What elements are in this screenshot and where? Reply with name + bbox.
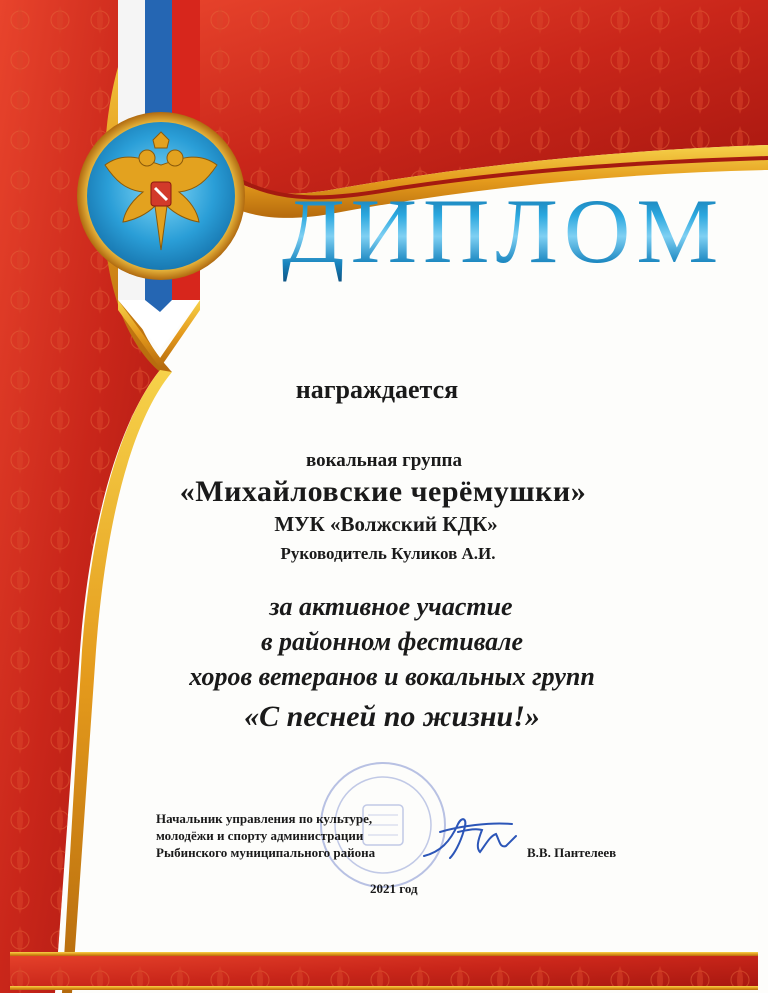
recipient-type: вокальная группа <box>306 450 462 471</box>
diploma-year: 2021 год <box>370 881 418 896</box>
signatory-position-line-1: Начальник управления по культуре, <box>156 811 373 826</box>
signatory-position-line-3: Рыбинского муниципального района <box>156 845 376 860</box>
signatory-position-line-2: молодёжи и спорту администрации <box>156 828 364 843</box>
signatory-name: В.В. Пантелеев <box>527 845 617 860</box>
recipient-organization: МУК «Волжский КДК» <box>274 512 498 536</box>
recipient-name: «Михайловские черёмушки» <box>179 475 587 508</box>
reason-line-4: «С песней по жизни!» <box>244 700 540 733</box>
reason-line-1: за активное участие <box>269 592 513 621</box>
reason-line-3: хоров ветеранов и вокальных групп <box>189 662 595 691</box>
recipient-leader: Руководитель Куликов А.И. <box>280 544 496 563</box>
russian-coat-of-arms-icon <box>75 110 247 282</box>
awarded-label: награждается <box>295 375 459 404</box>
diploma-title: ДИПЛОМ <box>258 178 748 284</box>
reason-line-2: в районном фестивале <box>260 627 524 656</box>
handwritten-signature-icon <box>420 812 520 864</box>
